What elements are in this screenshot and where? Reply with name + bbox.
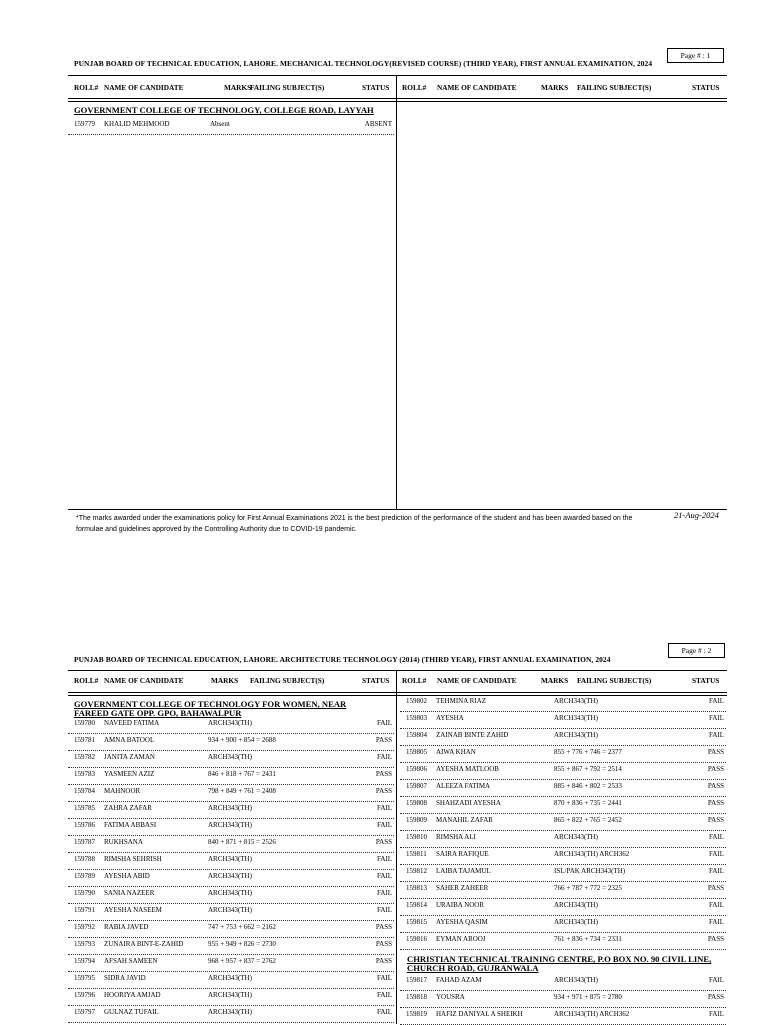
marks-or-failing-subject: 934 + 971 + 875 = 2780 xyxy=(554,993,622,1001)
col-status: STATUS xyxy=(362,83,390,92)
column-divider xyxy=(396,671,397,1024)
table-row xyxy=(68,852,394,870)
status: FAIL xyxy=(376,906,392,914)
marks-or-failing-subject: ISL/PAK ARCH343(TH) xyxy=(554,867,626,875)
candidate-name: KHALID MEHMOOD xyxy=(104,120,170,128)
status: FAIL xyxy=(376,991,392,999)
marks-or-failing-subject: ARCH343(TH) xyxy=(208,991,252,999)
marks-or-failing-subject: ARCH343(TH) xyxy=(208,889,252,897)
candidate-name: SAHER ZAHEER xyxy=(436,884,489,892)
status: PASS xyxy=(375,736,392,744)
candidate-name: FAHAD AZAM xyxy=(436,976,482,984)
table-row xyxy=(68,750,394,768)
marks-or-failing-subject: 840 + 871 + 815 = 2526 xyxy=(208,838,276,846)
table-row xyxy=(400,1007,726,1025)
candidate-name: AYESHA MATLOOB xyxy=(436,765,499,773)
marks-or-failing-subject: 885 + 846 + 802 = 2533 xyxy=(554,782,622,790)
page-number: Page # : 1 xyxy=(667,48,724,63)
status: FAIL xyxy=(708,976,724,984)
candidate-name: HOORIYA AMJAD xyxy=(104,991,161,999)
footnote: *The marks awarded under the examinations policy for First Annual Examinations 2021 is the best prediction of the performance of the student and has been awarded based on the formulae and guidelines approved by the Controlling Authority due to COVID-19 pandemic. xyxy=(76,515,633,533)
roll-number: 159813 xyxy=(406,884,427,892)
status: ABSENT xyxy=(364,120,392,128)
table-row xyxy=(68,988,394,1006)
col-marks: MARKS xyxy=(224,83,252,92)
divider xyxy=(68,75,727,76)
table-row xyxy=(68,716,394,734)
status: PASS xyxy=(707,935,724,943)
candidate-name: MANAHIL ZAFAR xyxy=(436,816,493,824)
candidate-name: ALEEZA FATIMA xyxy=(436,782,491,790)
col-roll: ROLL# xyxy=(74,83,99,92)
table-row xyxy=(400,762,726,780)
page-number: Page # : 2 xyxy=(668,643,725,658)
marks-or-failing-subject: 865 + 822 + 765 = 2452 xyxy=(554,816,622,824)
table-row xyxy=(68,801,394,819)
table-row xyxy=(400,728,726,746)
report-header: PUNJAB BOARD OF TECHNICAL EDUCATION, LAHORE. MECHANICAL TECHNOLOGY(REVISED COURSE) (THIRD YEAR), FIRST ANNUAL EXAMINATION, 2024 xyxy=(74,59,653,68)
roll-number: 159817 xyxy=(406,976,427,984)
marks-or-failing-subject: ARCH343(TH) xyxy=(208,872,252,880)
col-marks: MARKS xyxy=(211,676,239,685)
status: FAIL xyxy=(708,918,724,926)
status: FAIL xyxy=(376,753,392,761)
candidate-name: ZUNAIRA BINT-E-ZAHID xyxy=(104,940,184,948)
marks-or-failing-subject: ARCH343(TH) xyxy=(208,974,252,982)
roll-number: 159803 xyxy=(406,714,427,722)
candidate-name: URAIBA NOOR xyxy=(436,901,485,909)
status: PASS xyxy=(375,957,392,965)
marks-or-failing-subject: 934 + 900 + 854 = 2688 xyxy=(208,736,276,744)
status: PASS xyxy=(707,884,724,892)
college-name: GOVERNMENT COLLEGE OF TECHNOLOGY FOR WOMEN, NEAR FAREED GATE OPP. GPO, BAHAWALPUR xyxy=(74,699,347,718)
roll-number: 159791 xyxy=(74,906,95,914)
table-row xyxy=(400,864,726,882)
divider xyxy=(68,670,727,671)
status: PASS xyxy=(707,782,724,790)
status: FAIL xyxy=(708,867,724,875)
status: FAIL xyxy=(708,731,724,739)
marks-or-failing-subject: ARCH343(TH) xyxy=(554,901,598,909)
candidate-name: AFSAH SAMEEN xyxy=(104,957,158,965)
candidate-name: AMNA BATOOL xyxy=(104,736,155,744)
roll-number: 159789 xyxy=(74,872,95,880)
status: PASS xyxy=(375,838,392,846)
candidate-name: SANIA NAZEER xyxy=(104,889,155,897)
col-name: NAME OF CANDIDATE xyxy=(104,83,184,92)
status: FAIL xyxy=(376,821,392,829)
table-row xyxy=(68,733,394,751)
date: 21-Aug-2024 xyxy=(674,510,719,520)
roll-number: 159805 xyxy=(406,748,427,756)
candidate-name: AYESHA xyxy=(436,714,464,722)
marks-or-failing-subject: 968 + 957 + 837 = 2762 xyxy=(208,957,276,965)
marks-or-failing-subject: ARCH343(TH) xyxy=(554,976,598,984)
candidate-name: TEHMINA RIAZ xyxy=(436,697,486,705)
status: FAIL xyxy=(376,804,392,812)
candidate-name: HAFIZ DANIYAL A SHEIKH xyxy=(436,1010,523,1018)
col-status: STATUS xyxy=(692,676,720,685)
table-row xyxy=(68,971,394,989)
table-row xyxy=(400,779,726,797)
table-row xyxy=(400,915,726,933)
status: PASS xyxy=(707,816,724,824)
status: PASS xyxy=(375,787,392,795)
col-failing: FAILING SUBJECT(S) xyxy=(577,83,652,92)
candidate-name: MAHNOOR xyxy=(104,787,141,795)
table-row xyxy=(400,973,726,991)
roll-number: 159811 xyxy=(406,850,427,858)
col-marks: MARKS xyxy=(541,83,569,92)
col-roll: ROLL# xyxy=(402,83,427,92)
roll-number: 159814 xyxy=(406,901,427,909)
col-failing: FAILING SUBJECT(S) xyxy=(577,676,652,685)
table-row xyxy=(68,920,394,938)
col-failing: FAILING SUBJECT(S) xyxy=(250,676,325,685)
table-row xyxy=(400,881,726,899)
roll-number: 159807 xyxy=(406,782,427,790)
table-row xyxy=(400,694,726,712)
roll-number: 159819 xyxy=(406,1010,427,1018)
roll-number: 159810 xyxy=(406,833,427,841)
marks: Absent xyxy=(210,120,230,128)
marks-or-failing-subject: ARCH343(TH) xyxy=(554,833,598,841)
marks-or-failing-subject: ARCH343(TH) xyxy=(554,731,598,739)
col-name: NAME OF CANDIDATE xyxy=(437,676,517,685)
marks-or-failing-subject: ARCH343(TH) xyxy=(208,906,252,914)
table-row xyxy=(68,117,394,135)
table-row xyxy=(400,847,726,865)
table-row xyxy=(400,898,726,916)
table-row xyxy=(68,784,394,802)
roll-number: 159808 xyxy=(406,799,427,807)
marks-or-failing-subject: ARCH343(TH) xyxy=(554,918,598,926)
table-row xyxy=(400,830,726,848)
roll-number: 159785 xyxy=(74,804,95,812)
roll-number: 159784 xyxy=(74,787,95,795)
roll-number: 159780 xyxy=(74,719,95,727)
roll-number: 159806 xyxy=(406,765,427,773)
status: FAIL xyxy=(708,1010,724,1018)
status: PASS xyxy=(707,748,724,756)
marks-or-failing-subject: ARCH343(TH) xyxy=(554,714,598,722)
roll-number: 159792 xyxy=(74,923,95,931)
status: PASS xyxy=(707,765,724,773)
table-row xyxy=(68,869,394,887)
marks-or-failing-subject: 798 + 849 + 761 = 2408 xyxy=(208,787,276,795)
marks-or-failing-subject: ARCH343(TH) xyxy=(208,753,252,761)
marks-or-failing-subject: 855 + 867 + 792 = 2514 xyxy=(554,765,622,773)
divider xyxy=(68,692,727,693)
column-divider xyxy=(396,76,397,509)
roll-number: 159816 xyxy=(406,935,427,943)
marks-or-failing-subject: ARCH343(TH) xyxy=(208,804,252,812)
status: FAIL xyxy=(708,850,724,858)
marks-or-failing-subject: ARCH343(TH) xyxy=(208,1008,252,1016)
status: FAIL xyxy=(708,833,724,841)
col-status: STATUS xyxy=(692,83,720,92)
marks-or-failing-subject: ARCH343(TH) xyxy=(208,719,252,727)
roll-number: 159783 xyxy=(74,770,95,778)
status: PASS xyxy=(375,940,392,948)
roll-number: 159793 xyxy=(74,940,95,948)
candidate-name: AIWA KHAN xyxy=(436,748,476,756)
status: FAIL xyxy=(708,714,724,722)
table-row xyxy=(400,932,726,950)
candidate-name: SIDRA JAVID xyxy=(104,974,146,982)
status: PASS xyxy=(707,799,724,807)
col-marks: MARKS xyxy=(541,676,569,685)
marks-or-failing-subject: 766 + 787 + 772 = 2325 xyxy=(554,884,622,892)
candidate-name: ZAHRA ZAFAR xyxy=(104,804,152,812)
candidate-name: FATIMA ABBASI xyxy=(104,821,157,829)
col-status: STATUS xyxy=(362,676,390,685)
candidate-name: SHAHZADI AYESHA xyxy=(436,799,501,807)
col-name: NAME OF CANDIDATE xyxy=(437,83,517,92)
table-row xyxy=(400,813,726,831)
col-name: NAME OF CANDIDATE xyxy=(104,676,184,685)
marks-or-failing-subject: 870 + 836 + 735 = 2441 xyxy=(554,799,622,807)
roll-number: 159795 xyxy=(74,974,95,982)
roll-number: 159802 xyxy=(406,697,427,705)
candidate-name: YASMEEN AZIZ xyxy=(104,770,155,778)
col-roll: ROLL# xyxy=(74,676,99,685)
college-name: CHRISTIAN TECHNICAL TRAINING CENTRE, P.O BOX NO. 90 CIVIL LINE, CHURCH ROAD, GUJRANWALA xyxy=(407,954,712,973)
marks-or-failing-subject: ARCH343(TH) xyxy=(554,697,598,705)
col-roll: ROLL# xyxy=(402,676,427,685)
candidate-name: JANITA ZAMAN xyxy=(104,753,155,761)
roll-number: 159782 xyxy=(74,753,95,761)
candidate-name: AYESHA NASEEM xyxy=(104,906,162,914)
table-row xyxy=(400,711,726,729)
roll-number: 159786 xyxy=(74,821,95,829)
marks-or-failing-subject: 855 + 776 + 746 = 2377 xyxy=(554,748,622,756)
roll-number: 159797 xyxy=(74,1008,95,1016)
marks-or-failing-subject: 747 + 753 + 662 = 2162 xyxy=(208,923,276,931)
roll-number: 159787 xyxy=(74,838,95,846)
table-row xyxy=(68,1005,394,1023)
candidate-name: RIMSHA SEHRISH xyxy=(104,855,162,863)
roll-number: 159815 xyxy=(406,918,427,926)
table-row xyxy=(400,796,726,814)
table-row xyxy=(68,835,394,853)
roll-number: 159788 xyxy=(74,855,95,863)
marks-or-failing-subject: 846 + 818 + 767 = 2431 xyxy=(208,770,276,778)
roll-number: 159779 xyxy=(74,120,95,128)
roll-number: 159794 xyxy=(74,957,95,965)
table-row xyxy=(68,954,394,972)
table-row xyxy=(68,886,394,904)
table-row xyxy=(400,745,726,763)
roll-number: 159796 xyxy=(74,991,95,999)
status: FAIL xyxy=(376,855,392,863)
marks-or-failing-subject: ARCH343(TH) xyxy=(208,821,252,829)
marks-or-failing-subject: ARCH343(TH) ARCH362 xyxy=(554,1010,630,1018)
candidate-name: AYESHA ABID xyxy=(104,872,150,880)
roll-number: 159812 xyxy=(406,867,427,875)
candidate-name: NAVEED FATIMA xyxy=(104,719,160,727)
status: PASS xyxy=(707,993,724,1001)
table-row xyxy=(68,903,394,921)
marks-or-failing-subject: 761 + 836 + 734 = 2331 xyxy=(554,935,622,943)
table-row xyxy=(68,818,394,836)
divider xyxy=(68,98,727,99)
candidate-name: GULNAZ TUFAIL xyxy=(104,1008,159,1016)
candidate-name: AYESHA QASIM xyxy=(436,918,488,926)
divider xyxy=(68,509,727,510)
table-row xyxy=(68,767,394,785)
table-row xyxy=(400,990,726,1008)
col-failing: FAILING SUBJECT(S) xyxy=(250,83,325,92)
status: PASS xyxy=(375,770,392,778)
roll-number: 159804 xyxy=(406,731,427,739)
roll-number: 159818 xyxy=(406,993,427,1001)
table-row xyxy=(68,937,394,955)
marks-or-failing-subject: ARCH343(TH) xyxy=(208,855,252,863)
candidate-name: YOUSRA xyxy=(436,993,465,1001)
candidate-name: ZAINAB BINTE ZAHID xyxy=(436,731,509,739)
roll-number: 159790 xyxy=(74,889,95,897)
status: PASS xyxy=(375,923,392,931)
marks-or-failing-subject: ARCH343(TH) ARCH362 xyxy=(554,850,630,858)
status: FAIL xyxy=(376,872,392,880)
report-header: PUNJAB BOARD OF TECHNICAL EDUCATION, LAHORE. ARCHITECTURE TECHNOLOGY (2014) (THIRD YEAR), FIRST ANNUAL EXAMINATION, 2024 xyxy=(74,655,611,664)
candidate-name: RIMSHA ALI xyxy=(436,833,476,841)
status: FAIL xyxy=(376,1008,392,1016)
status: FAIL xyxy=(376,974,392,982)
status: FAIL xyxy=(708,697,724,705)
roll-number: 159781 xyxy=(74,736,95,744)
candidate-name: LAIBA TAJAMUL xyxy=(436,867,491,875)
candidate-name: SAIRA RAFIQUE xyxy=(436,850,489,858)
candidate-name: RABIA JAVED xyxy=(104,923,149,931)
roll-number: 159809 xyxy=(406,816,427,824)
marks-or-failing-subject: 955 + 949 + 826 = 2730 xyxy=(208,940,276,948)
candidate-name: RUKHSANA xyxy=(104,838,143,846)
status: FAIL xyxy=(376,719,392,727)
college-name: GOVERNMENT COLLEGE OF TECHNOLOGY, COLLEGE ROAD, LAYYAH xyxy=(74,105,374,115)
divider xyxy=(68,101,727,102)
candidate-name: EYMAN AROOJ xyxy=(436,935,486,943)
status: FAIL xyxy=(376,889,392,897)
status: FAIL xyxy=(708,901,724,909)
